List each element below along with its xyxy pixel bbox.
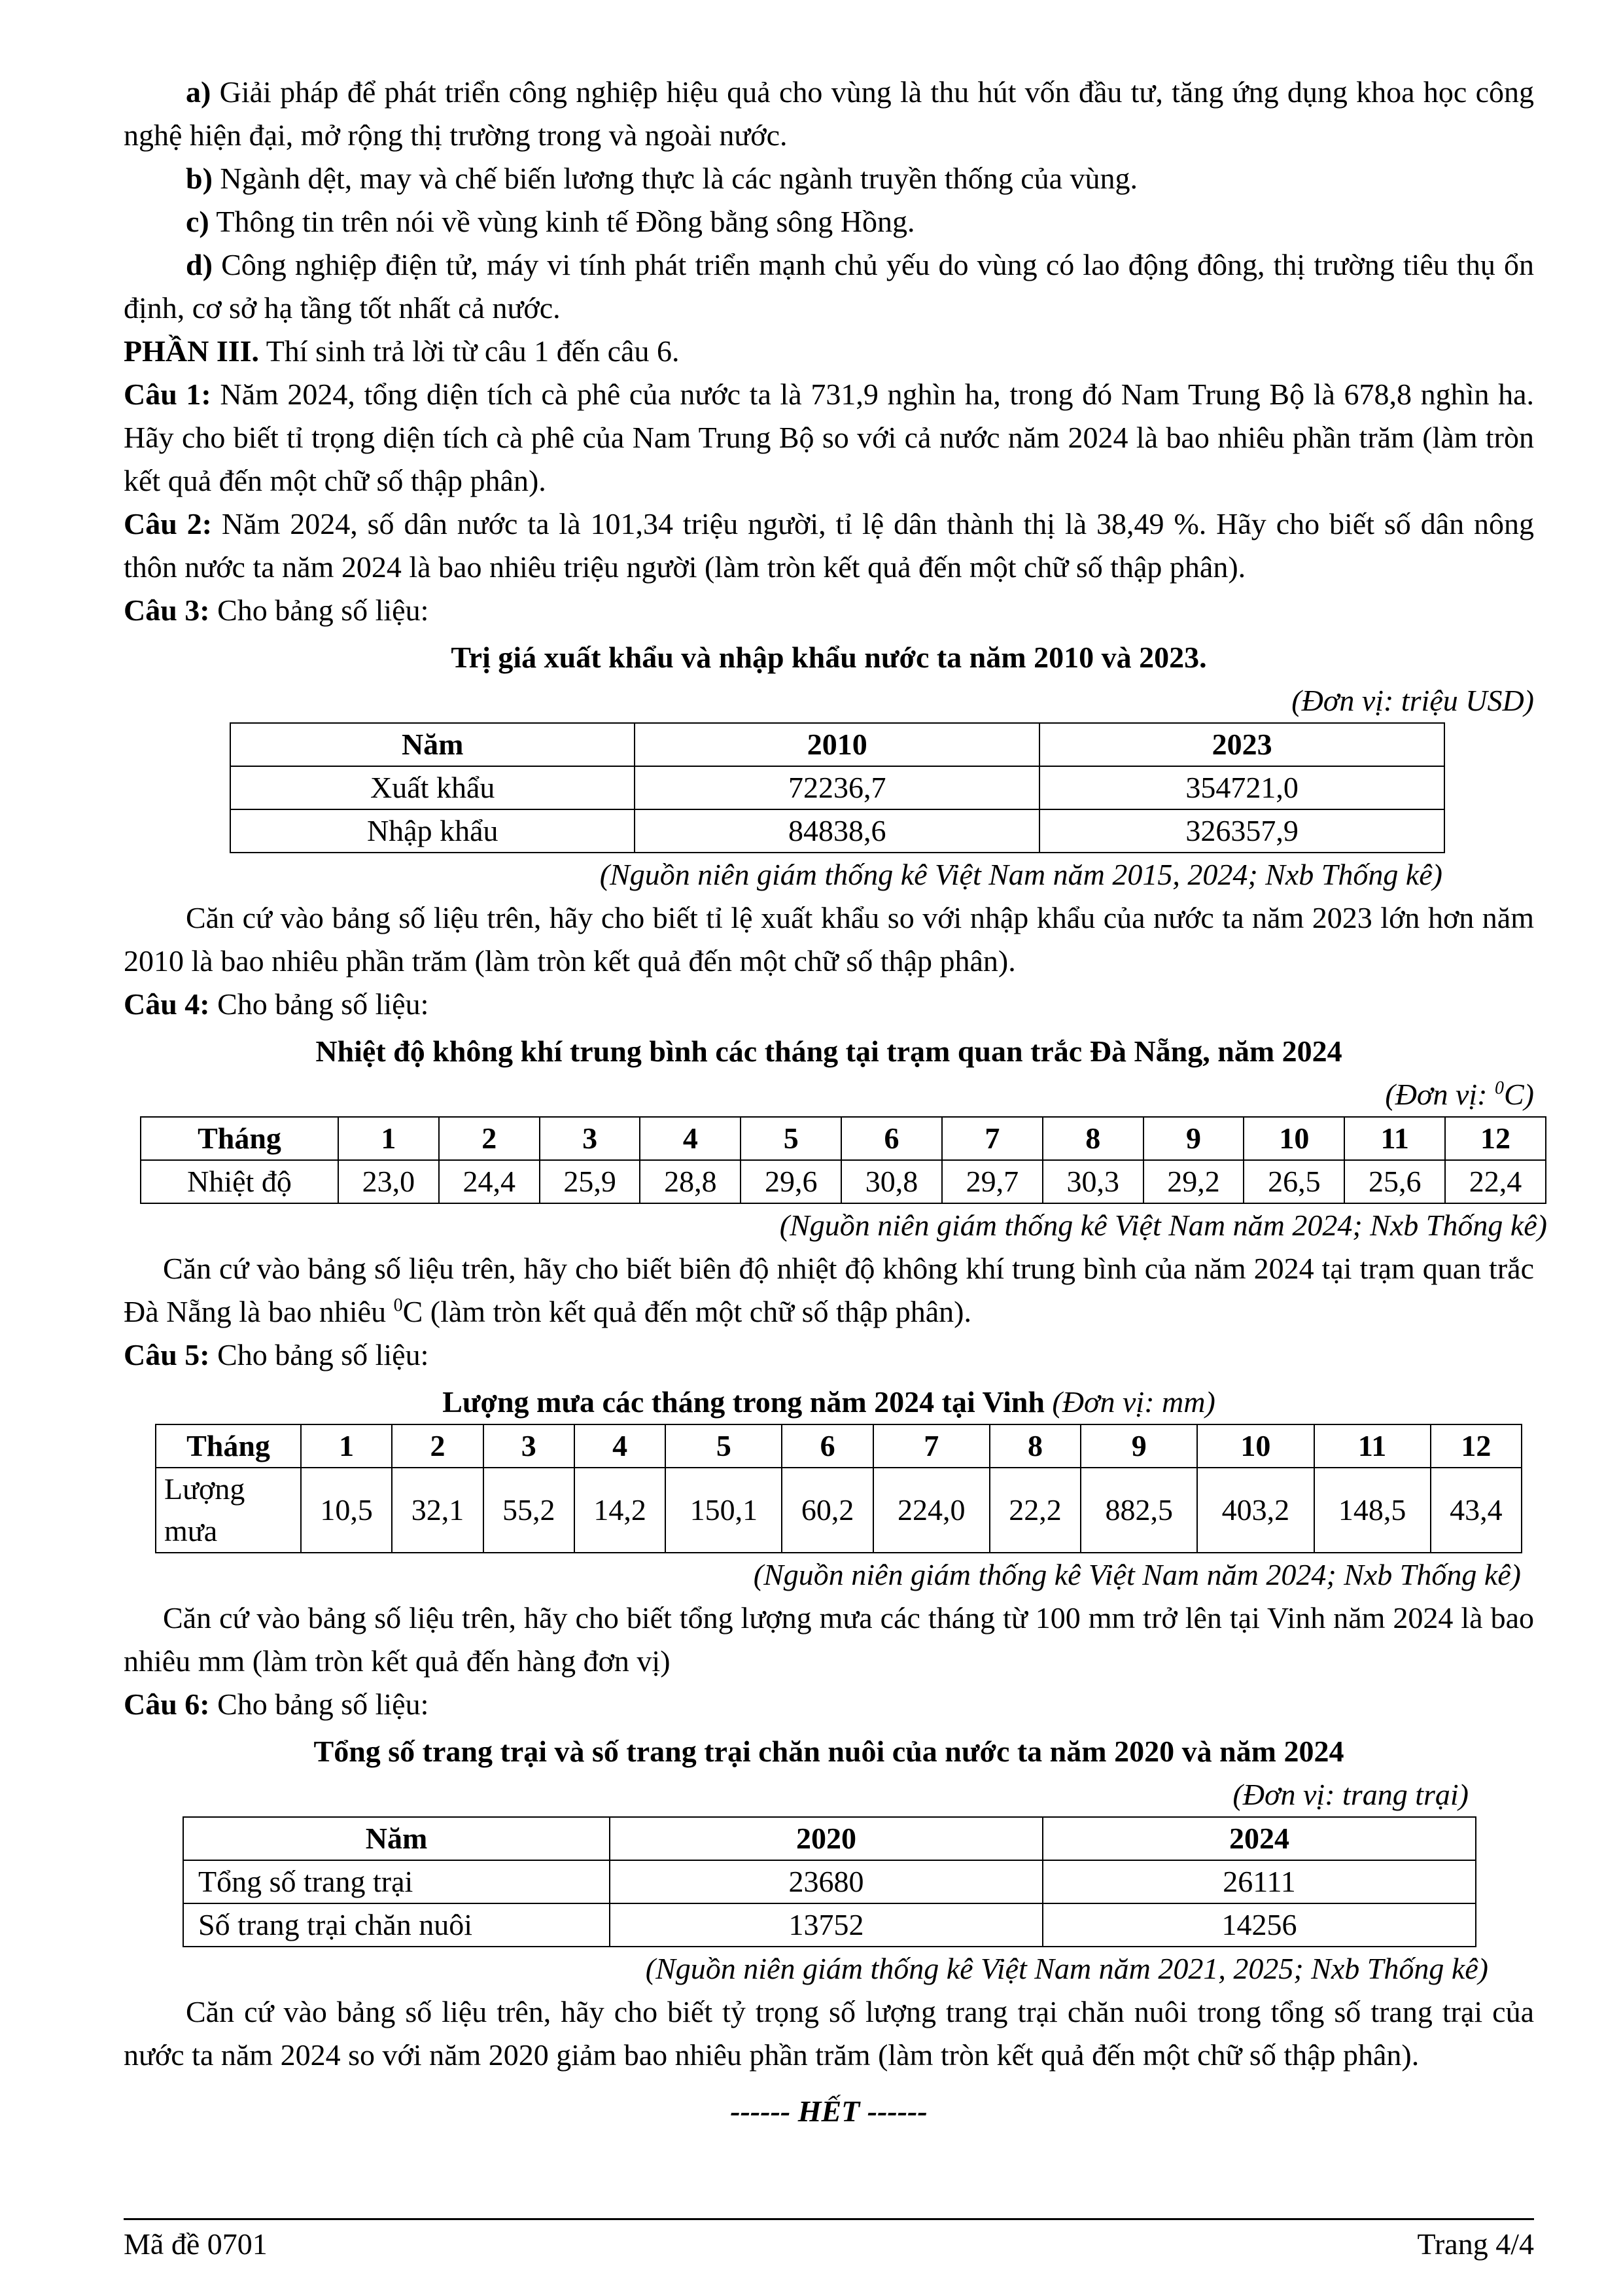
table-row: [183, 1903, 1476, 1947]
table-header: Năm: [183, 1817, 610, 1860]
table-cell: 29,7: [942, 1160, 1043, 1203]
table-header: 12: [1431, 1424, 1522, 1468]
table-cell: 403,2: [1197, 1468, 1314, 1553]
table-row: [183, 1860, 1476, 1903]
question-1: Câu 1: Năm 2024, tổng diện tích cà phê của nước ta là 731,9 nghìn ha, trong đó Nam Trung Bộ là 678,8 nghìn ha. Hãy cho biết tỉ trọng diện tích cà phê của Nam Trung Bộ so với cả nước năm 2024 là bao nhiêu phần trăm (làm tròn kết quả đến một chữ số thập phân).: [124, 378, 1534, 497]
table-header: 9: [1143, 1117, 1244, 1160]
table-header: 7: [873, 1424, 990, 1468]
table-header: 4: [640, 1117, 741, 1160]
table-header: 4: [574, 1424, 665, 1468]
table-header: 1: [338, 1117, 439, 1160]
exam-code: Mã đề 0701: [124, 2227, 268, 2261]
table-cell: Xuất khẩu: [230, 766, 635, 809]
page-number: Trang 4/4: [1417, 2227, 1534, 2261]
table-5-source: (Nguồn niên giám thống kê Việt Nam năm 2024; Nxb Thống kê): [753, 1558, 1521, 1591]
table-cell: 25,9: [540, 1160, 640, 1203]
table-header: 7: [942, 1117, 1043, 1160]
table-header: 2024: [1043, 1817, 1476, 1860]
table-cell: 14,2: [574, 1468, 665, 1553]
table-row: [183, 1817, 1476, 1860]
table-4-source: (Nguồn niên giám thống kê Việt Nam năm 2024; Nxb Thống kê): [779, 1209, 1547, 1242]
question-5-text: Căn cứ vào bảng số liệu trên, hãy cho biết tổng lượng mưa các tháng từ 100 mm trở lên tại Vinh năm 2024 là bao nhiêu mm (làm tròn kết quả đến hàng đơn vị): [124, 1601, 1534, 1678]
table-cell: 32,1: [392, 1468, 483, 1553]
question-6-text: Căn cứ vào bảng số liệu trên, hãy cho biết tỷ trọng số lượng trang trại chăn nuôi trong tổng số trang trại của nước ta năm 2024 so với năm 2020 giảm bao nhiêu phần trăm (làm tròn kết quả đến một chữ số thập phân).: [124, 1995, 1534, 2072]
item-d: d) Công nghiệp điện tử, máy vi tính phát triển mạnh chủ yếu do vùng có lao động đông, thị trường tiêu thụ ổn định, cơ sở hạ tầng tốt nhất cả nước.: [124, 248, 1534, 325]
question-6-intro: Câu 6: Cho bảng số liệu:: [124, 1687, 429, 1721]
table-6: [183, 1816, 1476, 1947]
table-cell: 43,4: [1431, 1468, 1522, 1553]
table-header: 1: [301, 1424, 392, 1468]
exam-page: [124, 71, 1547, 2133]
table-cell: 55,2: [483, 1468, 574, 1553]
table-4-unit: (Đơn vị: $^0$C): [1385, 1078, 1534, 1111]
table-header: 5: [665, 1424, 782, 1468]
table-header: 10: [1197, 1424, 1314, 1468]
table-3-unit: (Đơn vị: triệu USD): [1291, 684, 1534, 717]
table-3-source: (Nguồn niên giám thống kê Việt Nam năm 2015, 2024; Nxb Thống kê): [599, 858, 1442, 891]
table-row: [230, 766, 1444, 809]
table-5-title: Lượng mưa các tháng trong năm 2024 tại Vinh (Đơn vị: mm): [442, 1385, 1215, 1419]
table-cell: 26,5: [1244, 1160, 1344, 1203]
table-header: 2: [439, 1117, 540, 1160]
table-header: 5: [741, 1117, 841, 1160]
end-marker: ------ HẾT ------: [730, 2094, 928, 2128]
table-3-title: Trị giá xuất khẩu và nhập khẩu nước ta năm 2010 và 2023.: [451, 641, 1207, 674]
table-cell: Số trang trại chăn nuôi: [183, 1903, 610, 1947]
table-cell: 150,1: [665, 1468, 782, 1553]
table-header: 3: [483, 1424, 574, 1468]
table-6-unit: (Đơn vị: trang trại): [1232, 1778, 1469, 1811]
table-header: 12: [1445, 1117, 1546, 1160]
table-header: 2: [392, 1424, 483, 1468]
table-cell: Tổng số trang trại: [183, 1860, 610, 1903]
table-row: [230, 809, 1444, 853]
table-row: [230, 723, 1444, 766]
table-row: [141, 1160, 1546, 1203]
table-cell: 24,4: [439, 1160, 540, 1203]
table-cell: 29,6: [741, 1160, 841, 1203]
table-header: 8: [990, 1424, 1081, 1468]
table-header: 8: [1043, 1117, 1143, 1160]
table-row: [156, 1424, 1522, 1468]
table-4-title: Nhiệt độ không khí trung bình các tháng tại trạm quan trắc Đà Nẵng, năm 2024: [315, 1034, 1342, 1068]
table-3: [230, 722, 1445, 853]
table-cell: 84838,6: [635, 809, 1039, 853]
question-2: Câu 2: Năm 2024, số dân nước ta là 101,34 triệu người, tỉ lệ dân thành thị là 38,49 %. Hãy cho biết số dân nông thôn nước ta năm 2024 là bao nhiêu triệu người (làm tròn kết quả đến một chữ số thập phân).: [124, 507, 1535, 584]
table-cell: 224,0: [873, 1468, 990, 1553]
page-footer: [124, 2225, 1534, 2264]
table-cell: 14256: [1043, 1903, 1476, 1947]
table-cell: 22,4: [1445, 1160, 1546, 1203]
table-cell: 72236,7: [635, 766, 1039, 809]
item-b: b) Ngành dệt, may và chế biến lương thực là các ngành truyền thống của vùng.: [186, 162, 1138, 195]
table-cell: 23680: [610, 1860, 1043, 1903]
table-cell: Nhập khẩu: [230, 809, 635, 853]
table-cell: 10,5: [301, 1468, 392, 1553]
table-cell: 25,6: [1344, 1160, 1445, 1203]
table-cell: 882,5: [1081, 1468, 1197, 1553]
table-cell: Nhiệt độ: [141, 1160, 338, 1203]
table-cell: 29,2: [1143, 1160, 1244, 1203]
table-6-title: Tổng số trang trại và số trang trại chăn nuôi của nước ta năm 2020 và năm 2024: [313, 1735, 1344, 1768]
table-cell: 28,8: [640, 1160, 741, 1203]
table-4: [140, 1116, 1546, 1204]
table-cell: 30,8: [841, 1160, 942, 1203]
question-3-intro: Câu 3: Cho bảng số liệu:: [124, 593, 429, 627]
table-header: 2020: [610, 1817, 1043, 1860]
item-c: c) Thông tin trên nói về vùng kinh tế Đồng bằng sông Hồng.: [186, 205, 915, 238]
table-cell: Lượng mưa: [156, 1468, 301, 1553]
table-row: [141, 1117, 1546, 1160]
table-cell: 22,2: [990, 1468, 1081, 1553]
table-cell: 326357,9: [1039, 809, 1444, 853]
question-4-text: Căn cứ vào bảng số liệu trên, hãy cho biết biên độ nhiệt độ không khí trung bình của năm 2024 tại trạm quan trắc Đà Nẵng là bao nhiêu $^0$C (làm tròn kết quả đến một chữ số thập phân).: [124, 1252, 1534, 1328]
table-header: Tháng: [156, 1424, 301, 1468]
table-header: Tháng: [141, 1117, 338, 1160]
table-header: 2023: [1039, 723, 1444, 766]
table-6-source: (Nguồn niên giám thống kê Việt Nam năm 2021, 2025; Nxb Thống kê): [645, 1952, 1488, 1985]
table-cell: 60,2: [782, 1468, 873, 1553]
table-header: 11: [1314, 1424, 1431, 1468]
table-header: 6: [841, 1117, 942, 1160]
table-cell: 13752: [610, 1903, 1043, 1947]
table-5: [155, 1424, 1522, 1553]
table-row: [156, 1468, 1522, 1553]
question-4-intro: Câu 4: Cho bảng số liệu:: [124, 987, 429, 1021]
table-header: Năm: [230, 723, 635, 766]
table-header: 3: [540, 1117, 640, 1160]
table-cell: 148,5: [1314, 1468, 1431, 1553]
question-3-text: Căn cứ vào bảng số liệu trên, hãy cho biết tỉ lệ xuất khẩu so với nhập khẩu của nước ta năm 2023 lớn hơn năm 2010 là bao nhiêu phần trăm (làm tròn kết quả đến một chữ số thập phân).: [124, 901, 1534, 978]
table-header: 9: [1081, 1424, 1197, 1468]
table-header: 10: [1244, 1117, 1344, 1160]
table-header: 2010: [635, 723, 1039, 766]
table-cell: 354721,0: [1039, 766, 1444, 809]
table-cell: 30,3: [1043, 1160, 1143, 1203]
table-cell: 23,0: [338, 1160, 439, 1203]
part3-heading: PHẦN III. Thí sinh trả lời từ câu 1 đến câu 6.: [124, 334, 680, 368]
footer-divider: [124, 2218, 1534, 2220]
table-cell: 26111: [1043, 1860, 1476, 1903]
table-header: 11: [1344, 1117, 1445, 1160]
item-a: a) Giải pháp để phát triển công nghiệp hiệu quả cho vùng là thu hút vốn đầu tư, tăng ứng dụng khoa học công nghệ hiện đại, mở rộng thị trường trong và ngoài nước.: [124, 75, 1534, 152]
table-header: 6: [782, 1424, 873, 1468]
question-5-intro: Câu 5: Cho bảng số liệu:: [124, 1338, 429, 1371]
